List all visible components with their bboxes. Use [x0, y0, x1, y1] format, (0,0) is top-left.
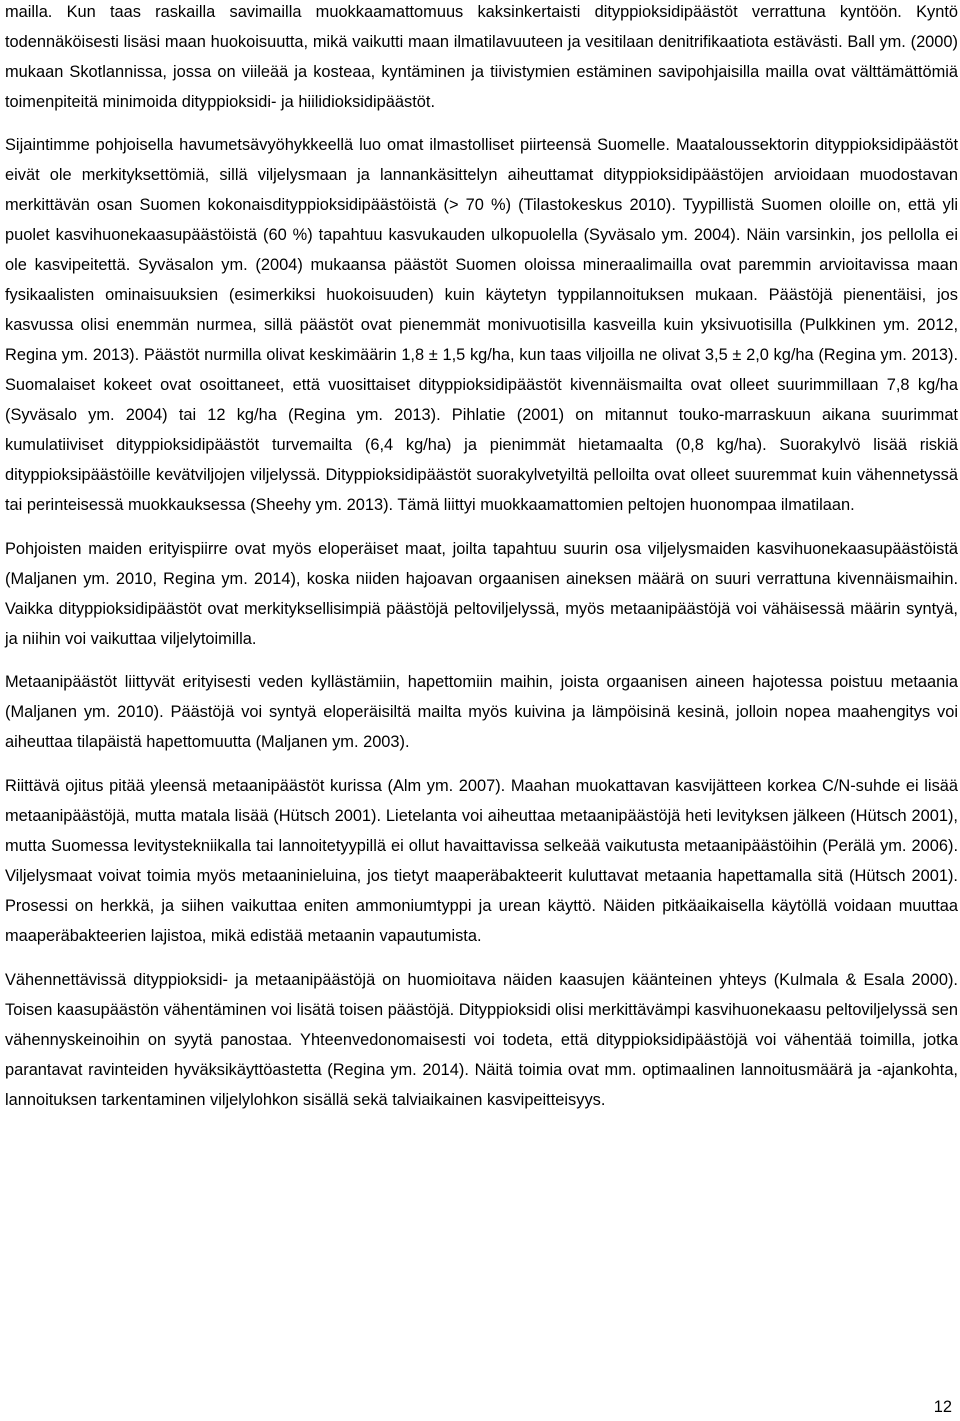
- paragraph-continuation: mailla. Kun taas raskailla savimailla muokkaamattomuus kaksinkertaisti dityppioksidipäästöt verrattuna kyntöön. Kyntö todennäköisesti lisäsi maan huokoisuutta, mikä vaikutti maan ilmatilavuuteen ja vesitilaan denitrifikaatiota estävästi. Ball ym. (2000) mukaan Skotlannissa, jossa on viileää ja kosteaa, kyntäminen ja tiivistymien estäminen savipohjaisilla mailla ovat välttämättömiä toimenpiteitä minimoida dityppioksidi- ja hiilidioksidipäästöt.: [5, 3, 958, 111]
- paragraph-methane-emissions: Metaanipäästöt liittyvät erityisesti veden kyllästämiin, hapettomiin maihin, joista orgaanisen aineen hajotessa poistuu metaania (Maljanen ym. 2010). Päästöjä voi syntyä eloperäisiltä mailta myös kuivina ja lämpöisinä kesinä, jolloin nopea maahengitys voi aiheuttaa tilapäistä hapettomuutta (Maljanen ym. 2003).: [5, 673, 958, 751]
- page-number: 12: [933, 1398, 952, 1416]
- document-page: [5, 0, 958, 1115]
- paragraph-organic-soils: Pohjoisten maiden erityispiirre ovat myös eloperäiset maat, joilta tapahtuu suurin osa viljelysmaiden kasvihuonekaasupäästöistä (Maljanen ym. 2010, Regina ym. 2014), koska niiden hajoavan orgaanisen aineksen määrä on suuri verrattuna kivennäismaihin. Vaikka dityppioksidipäästöt ovat merkityksellisimpiä päästöjä peltoviljelyssä, myös metaanipäästöjä voi vähäisessä määrin syntyä, ja niihin voi vaikuttaa viljelytoimilla.: [5, 540, 958, 648]
- paragraph-northern-climate: Sijaintimme pohjoisella havumetsävyöhykkeellä luo omat ilmastolliset piirteensä Suomelle. Maataloussektorin dityppioksidipäästöt eivät ole merkityksettömiä, sillä viljelysmaan ja lannankäsittelyn aiheuttamat dityppioksidipäästöjen arvioidaan muodostavan merkittävän osan Suomen kokonaisdityppioksidipäästöistä (> 70 %) (Tilastokeskus 2010). Tyypillistä Suomen oloille on, että yli puolet kasvihuonekaasupäästöistä (60 %) tapahtuu kasvukauden ulkopuolella (Syväsalo ym. 2004). Näin varsinkin, jos pellolla ei ole kasvipeitettä. Syväsalon ym. (2004) mukaansa päästöt Suomen oloissa mineraalimailla ovat paremmin arvioitavissa maan fysikaalisten ominaisuuksien (esimerkiksi huokoisuuden) kuin käytetyn typpilannoituksen mukaan. Päästöjä pienentäisi, jos kasvussa olisi enemmän nurmea, sillä päästöt ovat pienemmät monivuotisilla kasveilla kuin yksivuotisilla (Pulkkinen ym. 2012, Regina ym. 2013). Päästöt nurmilla olivat keskimäärin 1,8 ± 1,5 kg/ha, kun taas viljoilla ne olivat 3,5 ± 2,0 kg/ha (Regina ym. 2013). Suomalaiset kokeet ovat osoittaneet, että vuosittaiset dityppioksidipäästöt kivennäismailta ovat olleet suurimmillaan 7,8 kg/ha (Syväsalo ym. 2004) tai 12 kg/ha (Regina ym. 2013). Pihlatie (2001) on mitannut touko-marraskuun aikana suurimmat kumulatiiviset dityppioksidipäästöt turvemailta (6,4 kg/ha) ja pienimmät hietamaalta (0,8 kg/ha). Suorakylvö lisää riskiä dityppioksipäästöille kevätviljojen viljelyssä. Dityppioksidipäästöt suorakylvetyiltä pelloilta ovat olleet suuremmat kuin vähennetyssä tai perinteisessä muokkauksessa (Sheehy ym. 2013). Tämä liittyi muokkaamattomien peltojen huonompaa ilmatilaan.: [5, 136, 958, 514]
- paragraph-drainage: Riittävä ojitus pitää yleensä metaanipäästöt kurissa (Alm ym. 2007). Maahan muokattavan kasvijätteen korkea C/N-suhde ei lisää metaanipäästöjä, mutta matala lisää (Hütsch 2001). Lietelanta voi aiheuttaa metaanipäästöjä heti levityksen jälkeen (Hütsch 2001), mutta Suomessa levitystekniikalla tai lannoitetyypillä ei ollut havaittavissa selkeää vaikutusta metaanipäästöihin (Perälä ym. 2006). Viljelysmaat voivat toimia myös metaaninieluina, jos tietyt maaperäbakteerit kuluttavat metaania hapettamalla sitä (Hütsch 2001). Prosessi on herkkä, ja siihen vaikuttaa eniten ammoniumtyppi ja urean käyttö. Näiden pitkäaikaisella käytöllä voidaan muuttaa maaperäbakteerien lajistoa, mikä edistää metaanin vapautumista.: [5, 777, 958, 945]
- paragraph-reduction: Vähennettävissä dityppioksidi- ja metaanipäästöjä on huomioitava näiden kaasujen käänteinen yhteys (Kulmala & Esala 2000). Toisen kaasupäästön vähentäminen voi lisätä toisen päästöjä. Dityppioksidi olisi merkittävämpi kasvihuonekaasu peltoviljelyssä sen vähennyskeinoihin on syytä panostaa. Yhteenvedonomaisesti voi todeta, että dityppioksidipäästöjä voi vähentää toimilla, jotka parantavat ravinteiden hyväksikäyttöastetta (Regina ym. 2014). Näitä toimia ovat mm. optimaalinen lannoitusmäärä ja -ajankohta, lannoituksen tarkentaminen viljelylohkon sisällä sekä talviaikainen kasvipeitteisyys.: [5, 971, 958, 1109]
